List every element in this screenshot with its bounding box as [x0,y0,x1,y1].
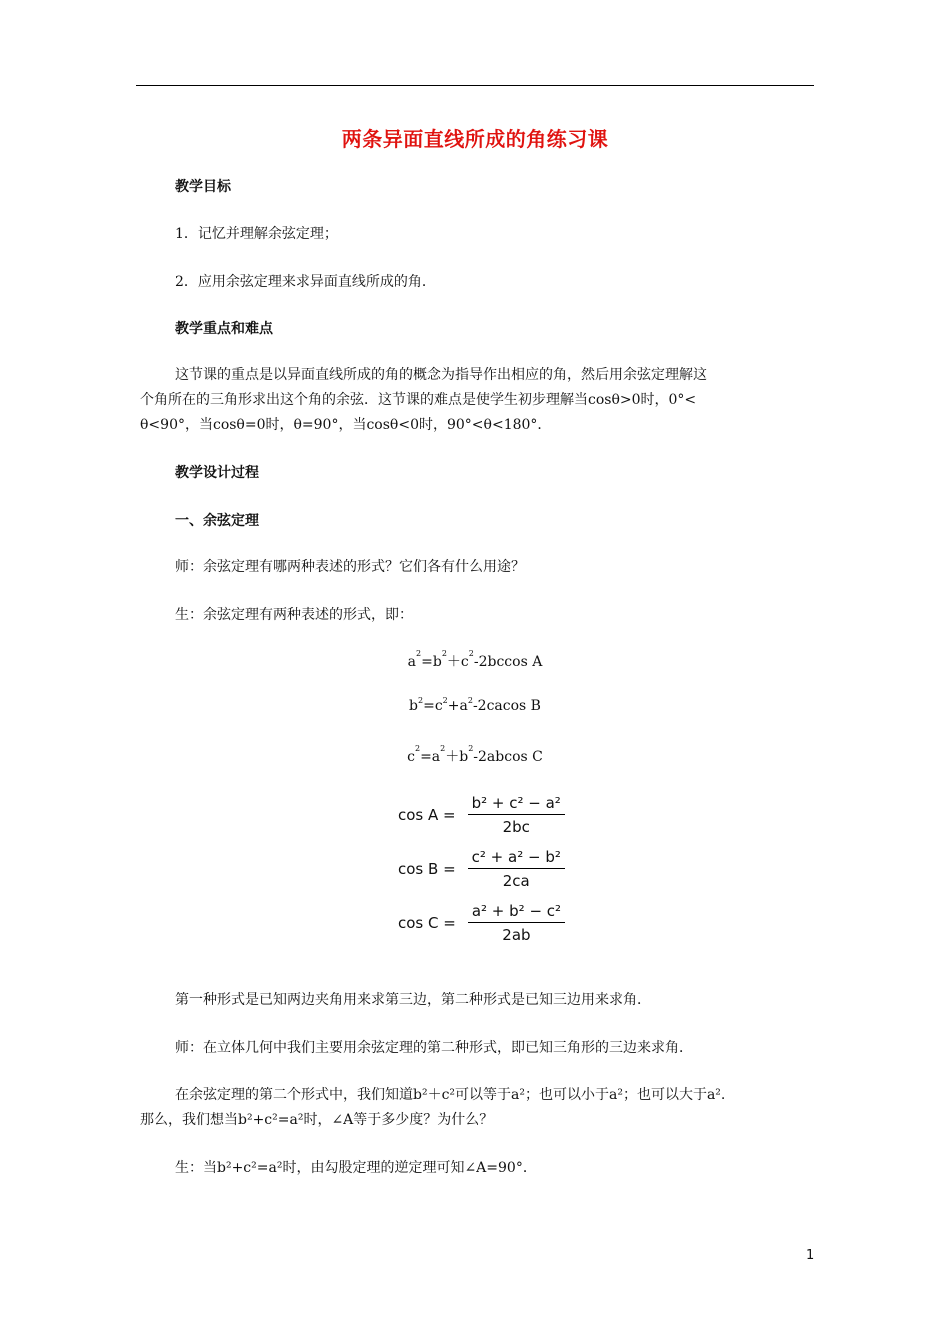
page-number: 1 [806,1248,815,1263]
equation-1: $a^2=b^2+c^2-2bccos$ A [407,649,543,670]
equation-3: $c^2=a^2+b^2-2abcos$ C [407,744,543,765]
goal-2: 2．应用余弦定理来求异面直线所成的角． [175,274,436,290]
focus-line-1: 这节课的重点是以异面直线所成的角的概念为指导作出相应的角，然后用余弦定理解这 [175,367,707,383]
heading-cosine-law: 一、余弦定理 [175,513,259,529]
formula-cos-c: cos C = $\frac{\text{a² + b² − c²}}{2ab}$ [398,897,565,949]
heading-focus: 教学重点和难点 [175,321,273,337]
formula-cos-b: cos B = $\frac{\text{c² + a² − b²}}{2ca}$ [398,843,565,895]
focus-line-2: 个角所在的三角形求出这个角的余弦．这节课的难点是使学生初步理解当cosθ>0时，0°< [140,392,697,408]
goal-1: 1．记忆并理解余弦定理； [175,226,338,242]
paragraph-b2c2-line-2: 那么，我们想当b²+c²=a²时，∠A等于多少度？为什么？ [140,1112,494,1128]
page-title: 两条异面直线所成的角练习课 [341,127,609,151]
student-answer-2: 生：当b²+c²=a²时，由勾股定理的逆定理可知∠A=90°． [175,1160,537,1176]
heading-process: 教学设计过程 [175,465,259,481]
teacher-question-1: 师：余弦定理有哪两种表述的形式？它们各有什么用途？ [175,559,525,575]
paragraph-b2c2-line-1: 在余弦定理的第二个形式中，我们知道b²＋c²可以等于a²；也可以小于a²；也可以大于a². [175,1087,726,1103]
paragraph-forms: 第一种形式是已知两边夹角用来求第三边，第二种形式是已知三边用来求角． [175,992,651,1008]
header-rule [136,85,814,86]
formula-cos-a: cos A = $\frac{\text{b² + c² − a²}}{2bc}$ [398,789,565,841]
equation-2: $b^2=c^2+a^2-2cacos$ B [409,696,541,714]
teacher-question-2: 师：在立体几何中我们主要用余弦定理的第二种形式，即已知三角形的三边来求角． [175,1040,693,1056]
heading-goals: 教学目标 [175,179,231,195]
student-answer-1: 生：余弦定理有两种表述的形式，即： [175,607,413,623]
focus-line-3: θ<90°，当cosθ=0时，θ=90°，当cosθ<0时，90°<θ<180°． [140,417,552,433]
